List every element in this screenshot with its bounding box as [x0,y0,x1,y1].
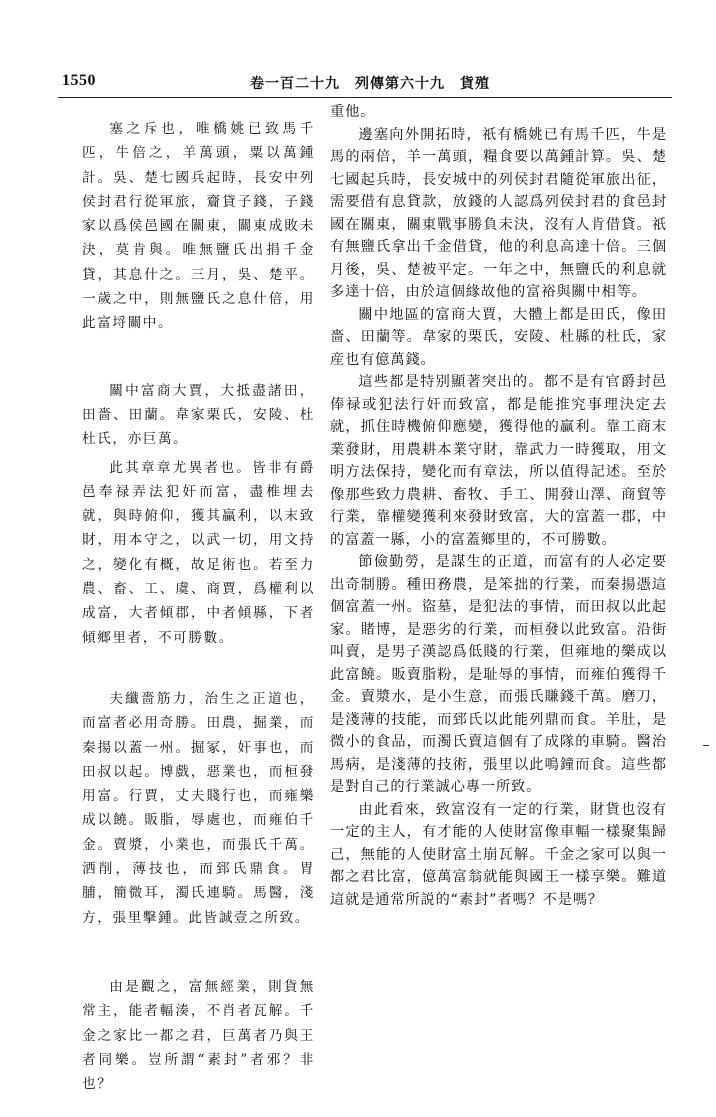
translation-paragraph: 由此看來，致富沒有一定的行業，財貨也沒有一定的主人，有才能的人使財富像車輻一樣聚集歸己，無能的人使財富土崩瓦解。千金之家可以與一都之君比富，億萬富翁就能與國王一樣享樂。難道這就是通常所説的“素封”者嗎？不是嗎？ [330,801,667,908]
translation-paragraph: 邊塞向外開拓時，祇有橋姚已有馬千匹，牛是馬的兩倍，羊一萬頭，糧食要以萬鍾計算。吳、楚七國起兵時，長安城中的列侯封君隨從軍旅出征，需要借有息貸款，放錢的人認爲列侯封君的食邑封國在關東，關東戰事勝負未決，沒有人肯借貸。祇有無鹽氏拿出千金借貸，他的利息高達十倍。三個月後，吳、楚被平定。一年之中，無鹽氏的利息就多達十倍，由於這個緣故他的富裕與關中相等。 [330,126,667,300]
classical-paragraph: 此其章章尤異者也。皆非有爵邑奉禄弄法犯奸而富，盡椎埋去就，與時俯仰，獲其贏利，以末致財，用本守之，以武一切，用文持之，變化有概，故足術也。若至力農、畜、工、虞、商賈，爲權利以成富，大者傾郡，中者傾縣，下者傾鄉里者，不可勝數。 [82,459,315,646]
classical-paragraph: 由是觀之，富無經業，則貨無常主，能者輻湊，不肖者瓦解。千金之家比一都之君，巨萬者乃與王者同樂。豈所謂“素封”者邪？非也？ [82,978,315,1093]
translation-paragraph: 重他。 [330,104,376,120]
translation-paragraph: 這些都是特别顯著突出的。都不是有官爵封邑俸禄或犯法行奸而致富，都是能推究事理決定去就，抓住時機俯仰應變，獲得他的贏利。靠工商末業發財，用農耕本業守財，靠武力一時獲取，用文明方法保持，變化而有章法，所以值得記述。至於像那些致力農耕、畜牧、手工、開發山澤、商貿等行業，靠權變獲利來發財致富，大的富蓋一郡，中的富蓋一縣，小的富蓋鄉里的，不可勝數。 [330,374,667,548]
running-title: 卷一百二十九 列傳第六十九 貨殖 [250,76,490,92]
header-rule [58,97,672,98]
page-number: 1550 [62,72,96,89]
classical-paragraph: 塞之斥也，唯橋姚已致馬千匹，牛倍之，羊萬頭，粟以萬鍾計。吳、楚七國兵起時，長安中列侯封君行從軍旅，齎貸子錢，子錢家以爲侯邑國在關東，關東成敗未決，莫肯與。唯無鹽氏出捐千金貸，其息什之。三月，吳、楚平。一歲之中，則無鹽氏之息什倍，用此富埒關中。 [82,121,315,332]
translation-paragraph: 節儉勤勞，是謀生的正道，而富有的人必定要出奇制勝。種田務農，是笨拙的行業，而秦揚憑這個富蓋一州。盜墓，是犯法的事情，而田叔以此起家。賭博，是惡劣的行業，而桓發以此致富。沿街叫賣，是男子漢認爲低賤的行業，但雍地的樂成以此富饒。販賣脂粉，是耻辱的事情，而雍伯獲得千金。賣漿水，是小生意，而張氏賺錢千萬。磨刀，是淺薄的技能，而郅氏以此能列鼎而食。羊肚，是微小的食品，而濁氏賣這個有了成隊的車騎。醫治馬病，是淺薄的技術，張里以此鳴鐘而食。這些都是對自己的行業誠心專一所致。 [330,554,667,795]
classical-paragraph: 夫纖嗇筋力，治生之正道也，而富者必用奇勝。田農，掘業，而秦揚以蓋一州。掘冢，奸事也，而田叔以起。博戲，惡業也，而桓發用富。行賈，丈夫賤行也，而雍樂成以饒。販脂，辱處也，而雍伯千金。賣漿，小業也，而張氏千萬。洒削，薄技也，而郅氏鼎食。胃脯，簡微耳，濁氏連騎。馬醫，淺方，張里擊鍾。此皆誠壹之所致。 [82,690,315,926]
translation-paragraph: 關中地區的富商大賈，大體上都是田氏，像田嗇、田蘭等。韋家的栗氏，安陵、杜縣的杜氏，家産也有億萬錢。 [330,306,667,368]
margin-mark [703,745,709,746]
classical-text-column [82,117,315,1117]
classical-paragraph: 關中富商大賈，大抵盡諸田，田嗇、田蘭。韋家栗氏，安陵、杜杜氏，亦巨萬。 [82,382,315,448]
translation-column [330,101,667,911]
